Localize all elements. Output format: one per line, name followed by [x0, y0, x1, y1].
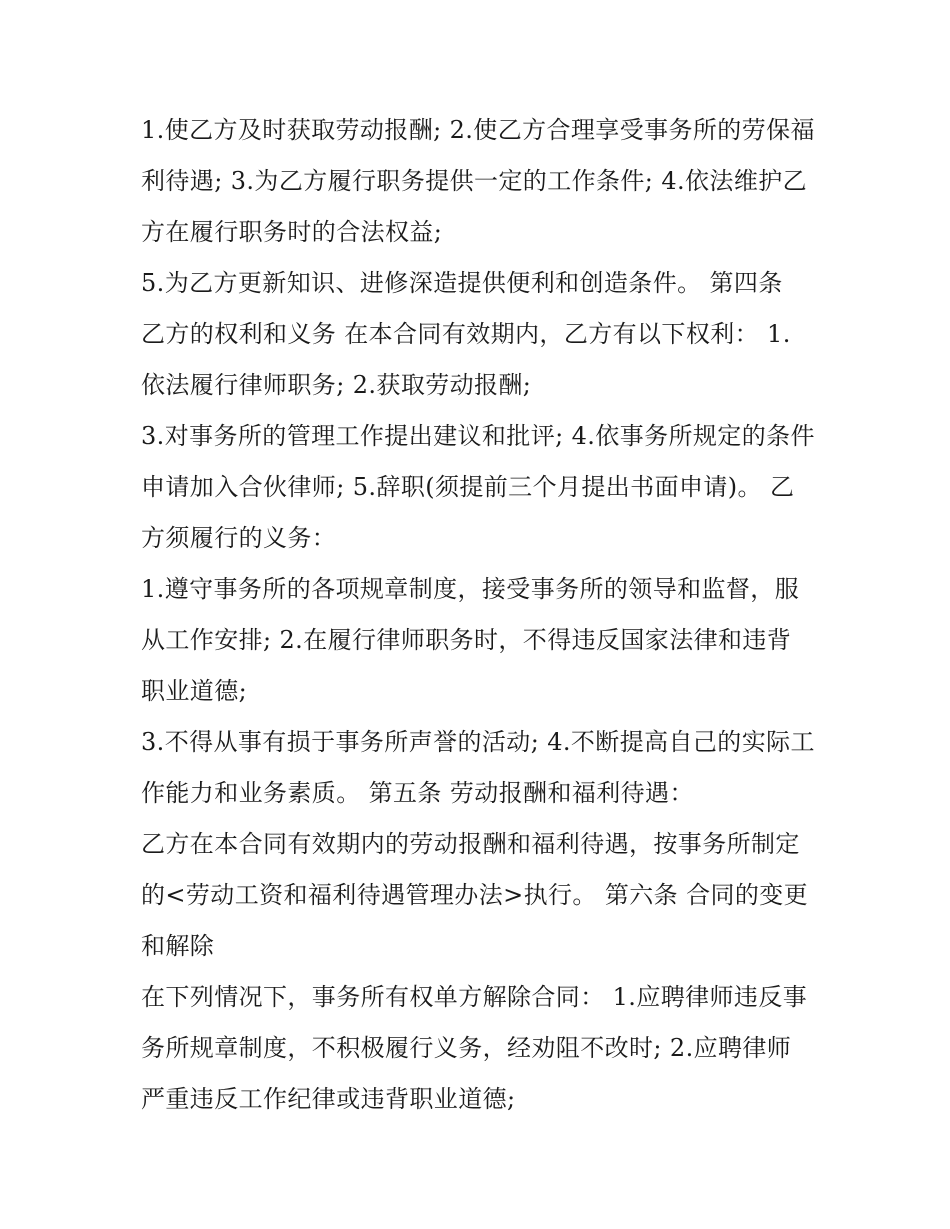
- text-line: 的<劳动工资和福利待遇管理办法>执行。 第六条 合同的变更: [141, 881, 809, 909]
- text-line: 职业道德;: [141, 677, 248, 705]
- text-line: 3.不得从事有损于事务所声誉的活动; 4.不断提高自己的实际工: [141, 728, 815, 756]
- text-line: 严重违反工作纪律或违背职业道德;: [141, 1085, 516, 1113]
- text-line: 5.为乙方更新知识、进修深造提供便利和创造条件。 第四条: [141, 269, 783, 297]
- text-line: 乙方在本合同有效期内的劳动报酬和福利待遇，按事务所制定: [141, 830, 800, 858]
- text-line: 乙方的权利和义务 在本合同有效期内，乙方有以下权利： 1.: [141, 320, 791, 348]
- text-line: 申请加入合伙律师; 5.辞职(须提前三个月提出书面申请)。 乙: [141, 473, 795, 501]
- text-line: 和解除: [141, 932, 215, 960]
- text-line: 1.使乙方及时获取劳动报酬; 2.使乙方合理享受事务所的劳保福: [141, 116, 815, 144]
- text-line: 1.遵守事务所的各项规章制度，接受事务所的领导和监督，服: [141, 575, 800, 603]
- text-line: 作能力和业务素质。 第五条 劳动报酬和福利待遇：: [141, 779, 694, 807]
- text-line: 在下列情况下，事务所有权单方解除合同： 1.应聘律师违反事: [141, 983, 808, 1011]
- text-line: 3.对事务所的管理工作提出建议和批评; 4.依事务所规定的条件: [141, 422, 815, 450]
- text-line: 务所规章制度，不积极履行义务，经劝阻不改时; 2.应聘律师: [141, 1034, 792, 1062]
- text-line: 方须履行的义务：: [141, 524, 337, 552]
- text-line: 从工作安排; 2.在履行律师职务时，不得违反国家法律和违背: [141, 626, 792, 654]
- text-line: 依法履行律师职务; 2.获取劳动报酬;: [141, 371, 532, 399]
- text-line: 方在履行职务时的合法权益;: [141, 218, 443, 246]
- text-line: 利待遇; 3.为乙方履行职务提供一定的工作条件; 4.依法维护乙: [141, 167, 808, 195]
- document-body: [141, 105, 821, 1125]
